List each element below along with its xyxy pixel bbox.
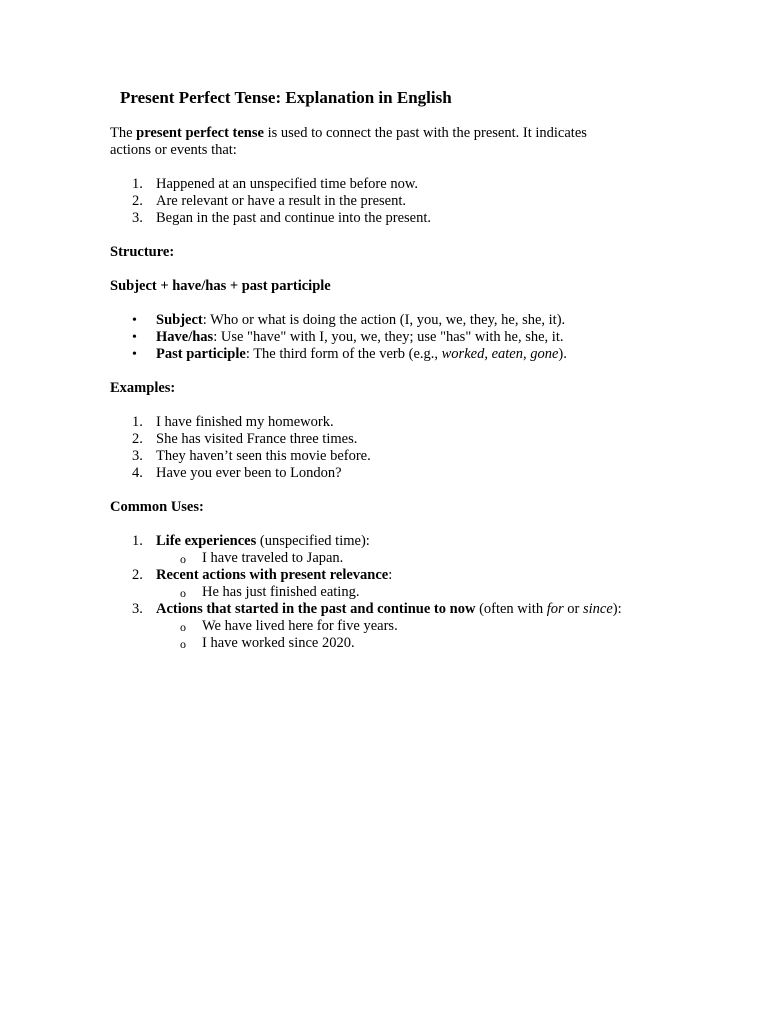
list-number: 2. — [132, 567, 143, 583]
list-number: 4. — [132, 465, 143, 481]
use-end: ): — [612, 601, 622, 617]
bullet-term: Subject — [156, 312, 203, 328]
list-number: 2. — [132, 193, 143, 209]
intro-bold-term: present perfect tense — [136, 125, 264, 141]
sub-bullet-icon: o — [180, 637, 186, 651]
sub-bullet-icon: o — [180, 620, 186, 634]
use-text: (unspecified time): — [256, 533, 370, 549]
use-text: : — [388, 567, 393, 583]
common-uses-heading-text: Common Uses: — [110, 499, 204, 515]
list-item — [110, 448, 670, 465]
sub-list-item — [110, 635, 670, 652]
use-mid: or — [563, 601, 583, 617]
list-item — [110, 567, 670, 584]
bullet-text: : The third form of the verb (e.g., — [245, 346, 442, 362]
sub-item-text: I have traveled to Japan. — [202, 550, 344, 566]
intro-post-2: actions or events that: — [110, 142, 237, 158]
list-item — [110, 414, 670, 431]
list-number: 1. — [132, 414, 143, 430]
list-item — [110, 193, 670, 210]
structure-heading — [110, 244, 670, 261]
bullet-item — [110, 346, 670, 363]
bullet-term: Past participle — [156, 346, 246, 362]
list-item-text: She has visited France three times. — [156, 431, 358, 447]
bullet-text: : Use "have" with I, you, we, they; use "has" with he, she, it. — [213, 329, 564, 345]
bullet-text: : Who or what is doing the action (I, you, we, they, he, she, it). — [202, 312, 566, 328]
list-item-text: Began in the past and continue into the present. — [156, 210, 432, 226]
examples-heading-text: Examples: — [110, 380, 176, 396]
common-uses-heading — [110, 499, 670, 516]
intro-paragraph — [110, 125, 670, 159]
sub-bullet-icon: o — [180, 552, 186, 566]
list-number: 3. — [132, 210, 143, 226]
list-item — [110, 431, 670, 448]
uses-list — [110, 176, 670, 227]
list-item-text: I have finished my homework. — [156, 414, 334, 430]
bullet-icon: • — [132, 330, 137, 345]
sub-bullet-icon: o — [180, 586, 186, 600]
page-title: Present Perfect Tense: Explanation in English — [120, 88, 452, 107]
bullet-icon: • — [132, 347, 137, 362]
sub-list-item — [110, 618, 670, 635]
bullet-item — [110, 329, 670, 346]
intro-line-1 — [110, 125, 670, 142]
bullet-end: ). — [558, 346, 567, 362]
list-number: 3. — [132, 448, 143, 464]
list-number: 2. — [132, 431, 143, 447]
bullet-item — [110, 312, 670, 329]
structure-bullets — [110, 312, 670, 363]
common-uses-list — [110, 533, 670, 652]
list-item-text: Have you ever been to London? — [156, 465, 342, 481]
list-item — [110, 210, 670, 227]
use-term: Actions that started in the past and continue to now — [156, 601, 476, 617]
structure-heading-text: Structure: — [110, 244, 175, 260]
sub-item-text: We have lived here for five years. — [202, 618, 398, 634]
structure-formula — [110, 278, 670, 295]
list-item-text: They haven’t seen this movie before. — [156, 448, 371, 464]
list-item-text: Are relevant or have a result in the present. — [156, 193, 407, 209]
examples-heading — [110, 380, 670, 397]
list-number: 3. — [132, 601, 143, 617]
examples-list — [110, 414, 670, 482]
list-item-text: Happened at an unspecified time before now. — [156, 176, 418, 192]
use-term: Life experiences — [156, 533, 257, 549]
list-number: 1. — [132, 533, 143, 549]
intro-post-1: is used to connect the past with the present. It indicates — [263, 125, 587, 141]
use-term: Recent actions with present relevance — [156, 567, 389, 583]
bullet-icon: • — [132, 313, 137, 328]
bullet-italic: worked, eaten, gone — [441, 346, 559, 362]
use-italic-for: for — [546, 601, 564, 617]
list-item — [110, 176, 670, 193]
list-number: 1. — [132, 176, 143, 192]
sub-list-item — [110, 584, 670, 601]
list-item — [110, 601, 670, 618]
intro-pre: The — [110, 125, 137, 141]
use-text: (often with — [475, 601, 547, 617]
use-italic-since: since — [582, 601, 613, 617]
document-page — [110, 88, 670, 652]
structure-formula-text: Subject + have/has + past participle — [110, 278, 331, 294]
sub-item-text: He has just finished eating. — [202, 584, 360, 600]
sub-item-text: I have worked since 2020. — [202, 635, 355, 651]
list-item — [110, 533, 670, 550]
sub-list-item — [110, 550, 670, 567]
list-item — [110, 465, 670, 482]
bullet-term: Have/has — [156, 329, 214, 345]
